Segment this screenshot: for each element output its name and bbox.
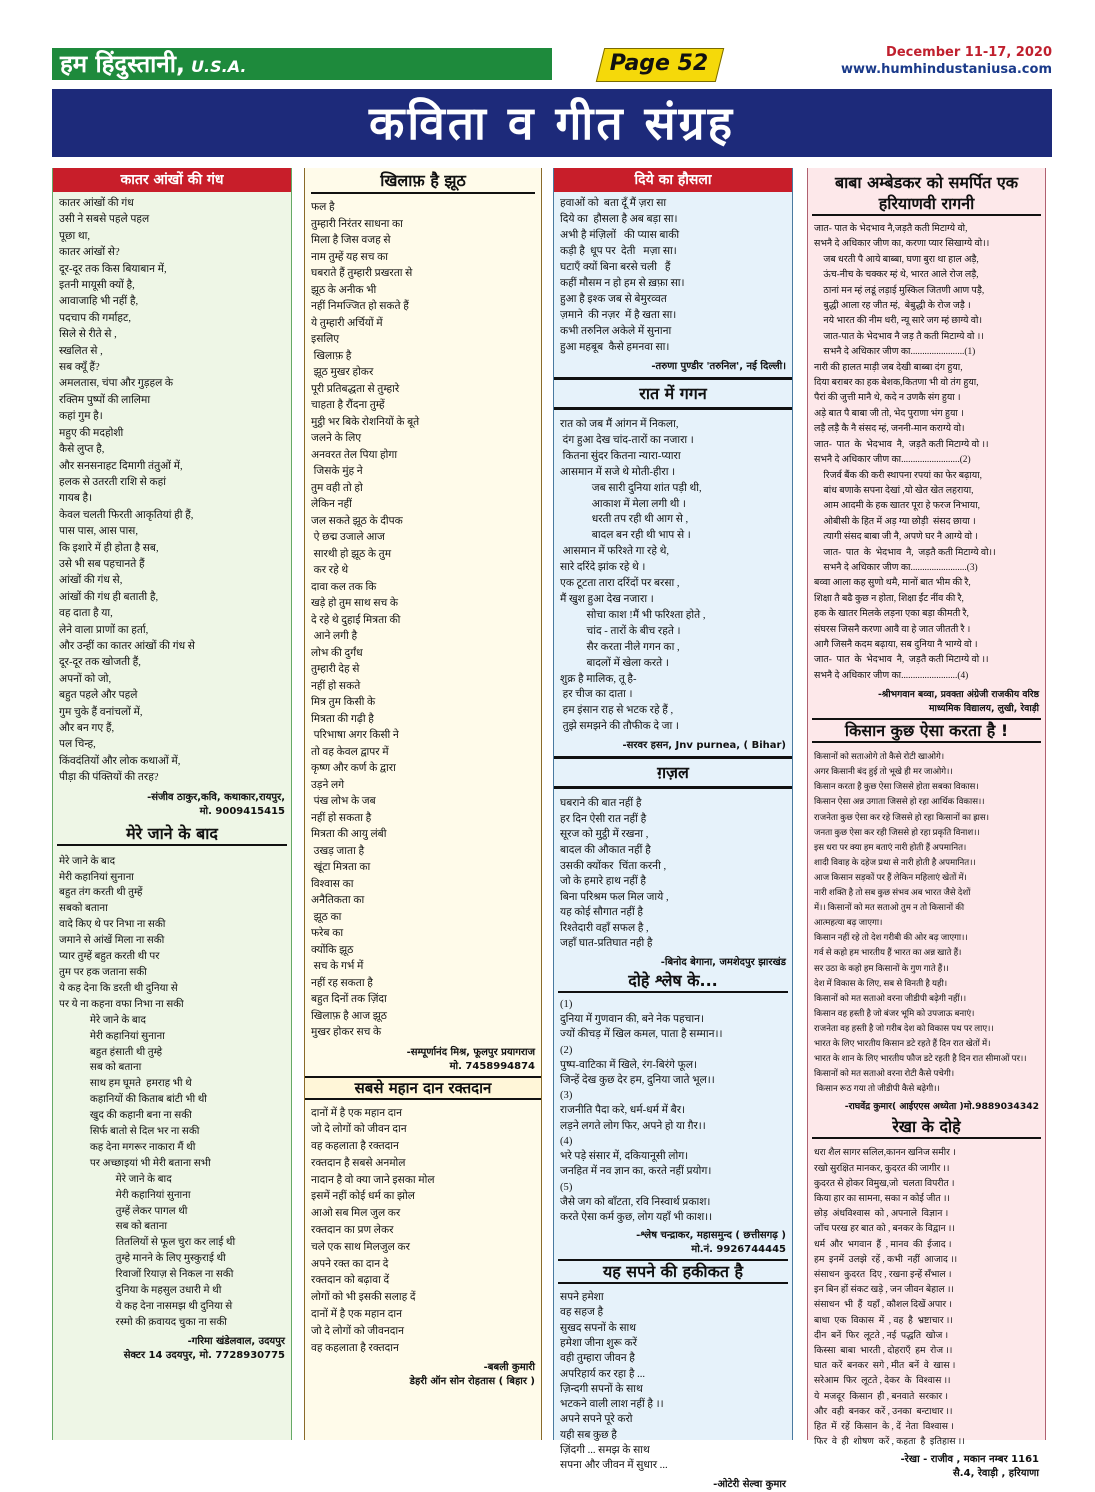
poem-body: रात को जब मैं आंगन में निकला, दंग हुआ देख चांद-तारों का नजारा । कितना सुंदर कितना न्यारा-प्यारा आसमान में सजे थे मोती-हीरा । जब सारी दुनिया शांत पड़ी थी, आकाश में मेला लगी थी । धरती तप रही थी आग से , बादल बन रही थी भाप से । आसमान में फरिश्ते गा रहे थे, सारे दरिंदे झांक रहे थे । एक टूटता तारा दरिंदों पर बरसा , मैं खुश हुआ देख नजारा । सोचा काश !मैं भी फरिश्ता होते , चांद - तारों के बीच रहते । सैर करता नीले गगन का , बादलों में खेला करते । शुक्र है मालिक, तू है- हर चीज का दाता । हम इंसान राह से भटक रहे हैं , तुझे समझने की तौफीक दे जा ।: [560, 419, 706, 733]
section-banner: कविता व गीत संग्रह: [52, 89, 1052, 157]
poem-body: मेरे जाने के बाद मेरी कहानियां सुनाना बहुत तंग करती थी तुम्हें सबको बताना वादे किए थे पर निभा ना सकी जमाने से आंखें मिला ना सकी प्यार तुम्हें बहुत करती थी पर तुम पर हक जताना सकी ये कह देना कि डरती थी दुनिया से पर ये ना कहना वफा निभा ना सकी मेरे जाने के बाद मेरी कहानियां सुनाना बहुत हंसाती थी तुम्हे सब को बताना साथ हम घूमते हमराह भी थे कहानियों की किताब बांटी भी थी खुद की कहानी बना ना सकी सिर्फ बातो से दिल भर ना सकी कह देना मगरूर नाकारा मैं थी पर अच्छाइयां भी मेरी बताना सभी मेरे जाने के बाद मेरी कहानियां सुनाना तुम्हें लेकर पागल थी सब को बताना तितलियों से फूल चुरा कर लाई थी तुम्हे मानने के लिए मुस्कुराई थी रिवाजों रियाज़ से निकल ना सकी दुनिया के महसुल उधारी मे थी ये कह देना नासमझ थी दुनिया से रस्मो की क़वायद चुका ना सकी: [59, 855, 236, 1328]
poem-author: -बबली कुमारी डेहरी ऑन सोन रोहतास ( बिहार ): [409, 1362, 535, 1388]
dateline: [841, 44, 1052, 78]
poem-title: खिलाफ़ है झूठ: [311, 170, 535, 194]
poem-title: दोहे श्लेष के...: [558, 970, 788, 993]
masthead: [52, 45, 1052, 80]
divider: [554, 407, 792, 410]
poem-body: फल है तुम्हारी निरंतर साधना का मिला है जिस वजह से नाम तुम्हें यह सच का घबराते हैं तुम्हारी प्रखरता से झूठ के अनीक भी नहीं निमज्जित हो सकते हैं ये तुम्हारी अर्चियों में इसलिए खिलाफ़ है झूठ मुखर होकर पूरी प्रतिबद्धता से तुम्हारे चाहता है रौंदना तुम्हें मुट्ठी भर बिके रोशनियों के बूते जलने के लिए अनवरत तेल पिया होगा जिसके मुंह ने तुम वही तो हो लेकिन नहीं जल सकते झूठ के दीपक ऐ छद्म उजाले आज सारथी हो झूठ के तुम कर रहे थे दावा कल तक कि खड़े हो तुम साथ सच के दे रहे थे दुहाई मित्रता की आने लगी है लोभ की दुर्गंध तुम्हारी देह से नहीं हो सकते मित्र तुम किसी के मित्रता की गढ़ी है परिभाषा अगर किसी ने तो वह केवल द्वापर में कृष्ण और कर्ण के द्वारा उड़ने लगे पंख लोभ के जब नहीं हो सकता है मित्रता की आयु लंबी उखड़ जाता है खूंटा मित्रता का विश्वास का अनैतिकता का झूठ का फरेब का क्योंकि झूठ सच के गर्भ में नहीं रह सकता है बहुत दिनों तक ज़िंदा खिलाफ़ है आज झूठ मुखर होकर सच के: [311, 202, 420, 1038]
website-link[interactable]: www.humhindustaniusa.com: [840, 62, 1052, 77]
poem-title: यह सपने की हकीकत है: [558, 1259, 788, 1284]
poem-body: दानों में है एक महान दान जो दे लोगों को जीवन दान वह कहलाता है रक्तदान रक्तदान है सबसे अनमोल नादान है वो क्या जाने इसका मोल इसमें नहीं कोई धर्म का झोल आओ सब मिल जुल कर रक्तदान का प्रण लेकर चले एक साथ मिलजुल कर अपने रक्त का दान दे रक्तदान को बढ़ावा दें लोगों को भी इसकी सलाह दें दानों में है एक महान दान जो दे लोगों को जीवनदान वह कहलाता है रक्तदान: [311, 1107, 435, 1354]
divider: [554, 377, 792, 380]
poem-author: -बिनोद बेगाना, जमशेदपुर झारखंड: [660, 957, 786, 969]
poem-title: कातर आंखों की गंध: [53, 168, 291, 192]
poem-author: -संजीव ठाकुर,कवि, कथाकार,रायपुर, मो. 9009415415: [147, 791, 285, 817]
poem-title: किसान कुछ ऐसा करता है !: [812, 718, 1041, 743]
poem-body: जात- पात के भेदभाव नै,जड़तै कती मिटाग्ये वो, सभनै दे अधिकार जीण का, करणा प्यार सिखाग्ये वो।। जब धरती पै आये बाब्बा, घणा बुरा था हाल अड़ै, ऊंच-नीच के चक्कर म्हं थे, भारत आले रोज लड़ै, ठानां मन म्हं लडूं लड़ाई मुस्किल जितणी आण पड़ै, बुद्धी आला रह जीत म्हं, बेबुद्धी के रोज जड़ै । नये भारत की नीम धरी, न्यू सारे जग म्हं छाग्ये वो। जात-पात के भेदभाव नै जड़ तै कती मिटाग्ये वो ।। सभनै दे अधिकार जीण का.......................(1) नारी की हालत माड़ी जब देखी बाब्बा दंग हुया, दिया बराबर का हक बेशक,कितणा भी वो तंग हुया, पैरां की जुत्ती मानै थे, कदे न उणकै संग हुया । अड़े बात पै बाबा जी तो, भेद पुराणा भंग हुया । लड़ै लड़ै कै नै संसद म्हं, जननी-मान कराग्ये वो। जात- पात के भेदभाव नै, जड़तै कती मिटाग्ये वो ।। सभनै दे अधिकार जीण का.........................(2) रिजर्व बैंक की करी स्थापना रपयां का फेर बढ़ाया, बांध बणाके सपना देखां ,यो खेत खेत लहराया, आम आदमी के हक खातर पूरा हे फरज निभाया, ओबीसी के हित में अड़ ग्या छोड़ी संसद छाया । त्यागी संसद बाबा जी नै, अपणे घर नै आग्ये वो । जात- पात के भेदभाव नै, जड़तै कती मिटाग्ये वो।। सभनै दे अधिकार जीण का........................(3) बव्वा आला कह सुणो थमै, मानों बात भीम की रै, शिक्षा तै बढै कुछ न होता, शिक्षा ईंट नींव की रै, हक के खातर मिलके लड़ना एका बड़ा कीमती रै, संघरस जिसनै करणा आवै वा हे जात जीतती रै । आगै जिसनै कदम बढ़ाया, सब दुनिया नै भाग्ये वो । जात- पात के भेदभाव नै, जड़तै कती मिटाग्ये वो ।। सभनै दे अधिकार जीण का........................(4): [814, 224, 996, 681]
poem-body: (1) दुनिया में गुणवान की, बने नेक पहचान। ज्यों कीचड़ में खिल कमल, पाता है सम्मान।। (2) पुष्प-वाटिका में खिले, रंग-बिरंगे फूल। जिन्हें देख कुछ देर हम, दुनिया जाते भूल।। (3) राजनीति पैदा करे, धर्म-धर्म में बैर। लड़ने लगते लोग फिर, अपने हो या ग़ैर।। (4) भरे पड़े संसार में, दकियानूसी लोग। जनहित में नव ज्ञान का, करते नहीं प्रयोग। (5) जैसे जग को बाँटता, रवि निस्वार्थ प्रकाश। करते ऐसा कर्म कुछ, लोग यहाँ भी काश।।: [560, 999, 723, 1223]
poem-author: -ओटेरी सेल्वा कुमार: [713, 1478, 786, 1490]
issue-date: December 11-17, 2020: [886, 45, 1052, 60]
poem-author: -श्रीभगवान बव्वा, प्रवक्ता अंग्रेजी राजकीय वरिष्ठ माध्यमिक विद्यालय, लुखी, रेवाड़ी: [877, 689, 1039, 715]
brand-name: हम हिंदुस्तानी,: [60, 50, 186, 78]
poem-title: ग़ज़ल: [657, 763, 689, 783]
poem-title: रेखा के दोहे: [812, 1116, 1041, 1139]
column-3: [553, 168, 793, 1490]
column-4: [807, 168, 1046, 1480]
poem-author: -श्लेष चन्द्राकर, महासमुन्द ( छत्तीसगढ़ ) मो.नं. 9926744445: [636, 1230, 786, 1256]
brand-suffix: U.S.A.: [191, 57, 247, 76]
poem-title: मेरे जाने के बाद: [57, 823, 287, 846]
poem-title: रात में गगन: [639, 384, 707, 403]
poem-title: दिये का हौसला: [554, 168, 792, 192]
poem-body: सपने हमेशा वह सहज है सुखद सपनों के साथ हमेशा जीना शुरू करें वही तुम्हारा जीवन है अपरिहार्य कर रहा है ... ज़िन्दगी सपनों के साथ भटकने वाली लाश नहीं है ।। अपने सपने पूरे करो यही सब कुछ है ज़िंदगी ... समझ के साथ सपना और जीवन में सुधार ...: [560, 1292, 668, 1472]
poem-author: -तरुणा पुण्डीर 'तरुनिल', नई दिल्ली।: [651, 361, 786, 372]
column-1: [52, 168, 292, 1440]
poem-body: धरा शैल सागर सलिल,कानन खनिज समीर । रखो सुरक्षित मानकर, कुदरत की जागीर ।। कुदरत से होकर विमुख,जो चलता विपरीत । किया हार का सामना, सका न कोई जीत ।। छोड़ अंधविश्वास को , अपनाले विज्ञान । जाँच परख हर बात को , बनकर के विद्वान ।। धर्म और भगवान हैं , मानव की ईजाद । हम इनमें उलझे रहें , कभी नहीं आजाद ।। संसाधन कुदरत दिए , रखना इन्हें सँभाल । इन बिन हों संकट खड़े , जन जीवन बेहाल ।। संसाधन भी हैं यहाँ , कौशल दिखें अपार । बाधा एक विकास में , वह है भ्रष्टाचार ।। दीन बनें फिर लूटते , नई पद्धति खोज । किस्सा बाबा भारती , दोहराएँ हम रोज ।। घात करें बनकर सगे , मीत बनें वे खास । सरेआम फिर लूटते , देकर के विश्वास ।। ये मजदूर किसान ही , बनवाते सरकार । और वही बनकर करें , उनका बन्टाधार ।। हित में रहें किसान के , दें नेता विश्वास । फिर वे ही शोषण करें , कहता है इतिहास ।।: [814, 1147, 965, 1447]
divider: [554, 786, 792, 789]
poem-body: किसानों को सताओगे तो कैसे रोटी खाओगे। अगर किसानी बंद हुई तो भूखे ही मर जाओगे।। किसान करता है कुछ ऐसा जिससे होता सबका विकास। किसान ऐसा अन्न उगाता जिससे हो रहा आर्थिक विकास।। राजनेता कुछ ऐसा कर रहे जिससे हो रहा किसानों का ह्रास। जनता कुछ ऐसा कर रही जिससे हो रहा प्रकृति विनाश।। इस धरा पर क्या हम बताएं नारी होती हैं अपमानित। शादी विवाह के दहेज प्रथा से नारी होती है अपमानित।। आज किसान सड़कों पर हैं लेकिन महिलाएं खेतों में। नारी शक्ति है तो सब कुछ संभव अब भारत जैसे देशों में।। किसानों को मत सताओ तुम न तो किसानों की आत्महत्या बढ़ जाएगा। किसान नहीं रहे तो देश गरीबी की ओर बढ़ जाएगा।। गर्व से कहो हम भारतीय हैं भारत का अन्न खाते हैं। सर उठा के कहो हम किसानों के गुण गाते हैं।। देश में विकास के लिए, सब से विनती है यही। किसानों को मत सताओ वरना जीडीपी बढ़ेगी नहीं।। किसान वह हस्ती है जो बंजर भूमि को उपजाऊ बनाएं। राजनेता वह हस्ती है जो गरीब देश को विकास पथ पर लाए।। भारत के लिए भारतीय किसान डटे रहते हैं दिन रात खेतों में। भारत के शान के लिए भारतीय फौज डटे रहती है दिन रात सीमाओं पर।। किसानों को मत सताओ वरना रोटी कैसे पचेगी। किसान रूठ गया तो जीडीपी कैसे बढ़ेगी।।: [814, 751, 1027, 1094]
poem-author: -सम्पूर्णानंद मिश्र, फूलपुर प्रयागराज मो. 7458994874: [406, 1046, 535, 1072]
poem-author: -राघवेंद्र कुमार( आईएएस अध्येता )मो.9889034342: [844, 1101, 1039, 1113]
column-2: [304, 168, 542, 1440]
poem-author: -गरिमा खंडेलवाल, उदयपुर सेक्टर 14 उदयपुर, मो. 7728930775: [123, 1335, 285, 1361]
poem-body: कातर आंखों की गंध उसी ने सबसे पहले पहल पूछा था, कातर आंखों से? दूर-दूर तक किस बियाबान में, इतनी मायूसी क्यों है, आवाजाहि भी नहीं है, पदचाप की गर्माहट, सिले से रीते से , स्खलित से , सब क्यूँ हैं? अमलतास, चंपा और गुड़हल के रक्तिम पुष्पों की लालिमा कहां गुम है। महुए की मदहोशी कैसे लुप्त है, और सनसनाहट दिमागी तंतुओं में, हलक से उतरती राशि से कहां गायब है। केवल चलती फिरती आकृतियां ही हैं, पास पास, आस पास, कि इशारे में ही होता है सब, उसे भी सब पहचानते हैं आंखों की गंध से, आंखों की गंध ही बताती है, वह दाता है या, लेने वाला प्राणों का हर्ता, और उन्हीं का कातर आंखों की गंध से दूर-दूर तक खोजती हैं, अपनों को जो, बहुत पहले और पहले गुम चुके हैं वनांचलों में, और बन गए हैं, पल चिन्ह, किंवदंतियों और लोक कथाओं में, पीड़ा की पंक्तियों की तरह?: [59, 198, 195, 784]
divider: [554, 756, 792, 759]
brand-logo: [52, 48, 552, 80]
poem-title: सबसे महान दान रक्तदान: [305, 1076, 541, 1100]
poem-author: -रेखा - राजीव , मकान नम्बर 1161 सै.4, रेवाड़ी , हरियाणा: [900, 1454, 1039, 1480]
poem-body: हवाओं को बता दूँ मैं ज़रा सा दिये का हौसला है अब बड़ा सा। अभी है मंज़िलों की प्यास बाकी कड़ी है धूप पर देती मज़ा सा। घटाएँ क्यों बिना बरसे चली हैं कहीं मौसम न हो हम से ख़फ़ा सा। हुआ है इश्क जब से बेमुरव्वत ज़माने की नज़र में है खता सा। कभी तरुनिल अकेले में सुनाना हुआ महबूब कैसे हमनवा सा।: [560, 198, 685, 353]
poem-body: घबराने की बात नहीं है हर दिन ऐसी रात नहीं है सूरज को मुट्ठी में रखना , बादल की औकात नहीं है उसकी क्योंकर चिंता करनी , जो के हमारे हाथ नहीं है बिना परिश्रम फल मिल जाये , यह कोई सौगात नहीं है रिश्तेदारी वहाँ सफल है , जहाँ घात-प्रतिघात नही है: [560, 798, 669, 950]
poem-author: -सरवर हसन, Jnv purnea, ( Bihar): [622, 740, 786, 752]
poem-title: बाबा अम्बेडकर को समर्पित एक हरियाणवी रागनी: [812, 172, 1041, 216]
page-number: Page 52: [609, 51, 709, 76]
